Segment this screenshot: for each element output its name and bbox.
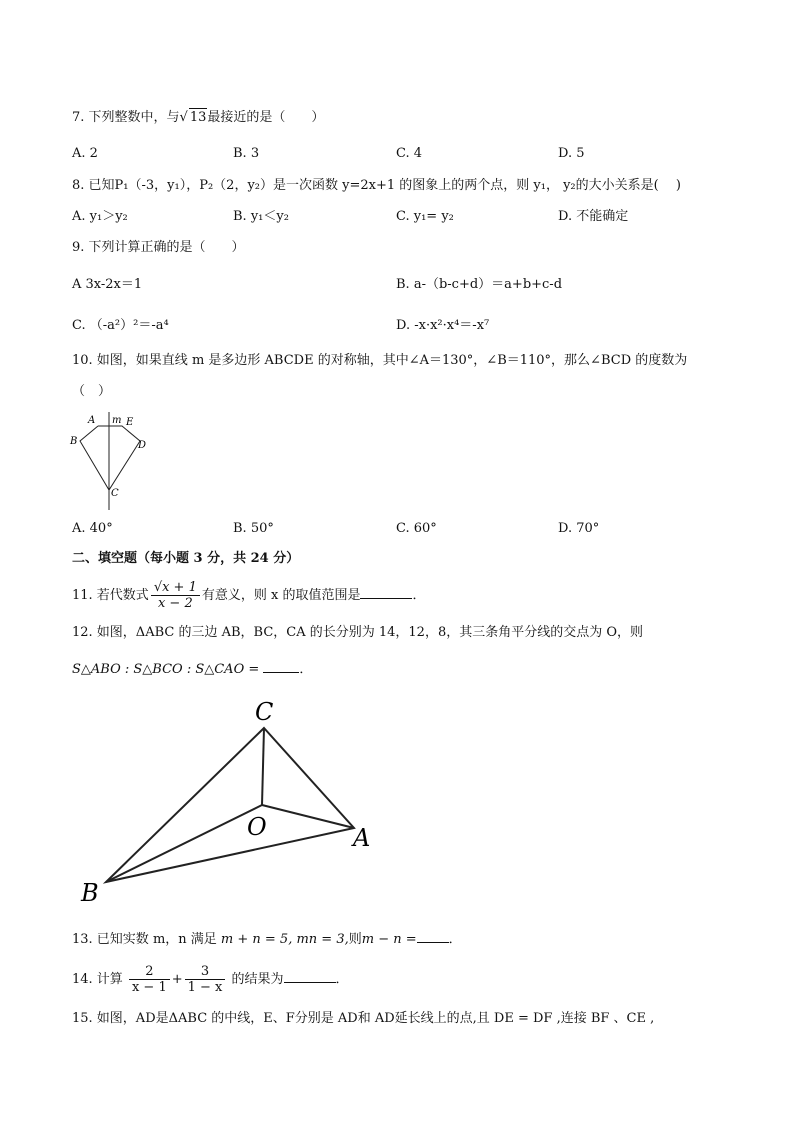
q7-option-c[interactable]: C. 4 — [396, 146, 423, 161]
label-A: A — [88, 415, 96, 426]
label-A: A — [353, 824, 371, 852]
q11-stem: 11. 若代数式 $\frac{√x + 1}{x - 2}$ 有意义，则 x 的取值范围是 ． — [72, 580, 426, 611]
q14-fraction-1: $\frac{2}{x - 1}$ — [129, 964, 170, 995]
q9-option-d[interactable]: D. -x·x²·x⁴＝-x⁷ — [396, 318, 490, 333]
segment-oc — [262, 728, 264, 805]
q10-option-b[interactable]: B. 50° — [233, 521, 274, 536]
q11-fraction: $\frac{√x + 1}{x - 2}$ — [151, 580, 200, 611]
q13-answer-blank[interactable] — [417, 930, 449, 943]
triangle-abc — [106, 728, 354, 882]
q10-stem-cont: （ ） — [72, 384, 112, 399]
label-E: E — [126, 417, 134, 428]
q9-option-b[interactable]: B. a-（b-c+d）＝a+b+c-d — [396, 277, 563, 292]
polygon-abcde — [80, 426, 140, 490]
q7-option-a[interactable]: A. 2 — [72, 146, 98, 161]
q14-stem: 14. 计算 $\frac{2}{x - 1}$ + $\frac{3}{1 - x}$ 的结果为 ． — [72, 964, 349, 995]
q8-option-a[interactable]: A. y₁＞y₂ — [72, 209, 128, 224]
q12-area-ratio: S△ABO : S△BCO : S△CAO = — [72, 662, 260, 677]
q9-stem: 9. 下列计算正确的是（ ） — [72, 240, 245, 255]
label-B: B — [81, 879, 99, 907]
q12-ratio: S△ABO : S△BCO : S△CAO = ． — [72, 662, 313, 677]
q7-radicand: 13 — [189, 110, 207, 125]
q14-answer-blank[interactable] — [284, 970, 336, 983]
q10-option-d[interactable]: D. 70° — [558, 521, 600, 536]
q7-option-d[interactable]: D. 5 — [558, 146, 585, 161]
section-2-heading: 二、填空题（每小题 3 分，共 24 分） — [72, 551, 300, 566]
q7-option-b[interactable]: B. 3 — [233, 146, 260, 161]
label-B: B — [70, 436, 78, 447]
q8-stem: 8. 已知P₁（-3，y₁），P₂（2，y₂）是一次函数 y=2x+1 的图象上的两个点，则 y₁， y₂的大小关系是( ) — [72, 178, 681, 193]
q10-pentagon-figure — [66, 410, 156, 512]
q15-stem: 15. 如图，AD是ΔABC 的中线，E、F分别是 AD和 AD延长线上的点,且 DE = DF ,连接 BF 、CE , — [72, 1011, 655, 1026]
segment-ob — [106, 805, 262, 882]
q10-stem: 10. 如图，如果直线 m 是多边形 ABCDE 的对称轴，其中∠A＝130°，∠B＝110°，那么∠BCD 的度数为 — [72, 353, 688, 368]
q12-stem: 12. 如图，ΔABC 的三边 AB，BC，CA 的长分别为 14，12，8，其三条角平分线的交点为 O，则 — [72, 625, 644, 640]
q8-option-c[interactable]: C. y₁= y₂ — [396, 209, 454, 224]
sqrt-sign: √ — [179, 110, 188, 125]
label-C: C — [255, 698, 274, 726]
label-D: D — [138, 440, 147, 451]
label-m: m — [112, 415, 122, 426]
label-C: C — [111, 488, 119, 499]
label-O: O — [247, 813, 267, 841]
q13-stem: 13. 已知实数 m，n 满足 m + n = 5, mn = 3,则m − n = ． — [72, 932, 462, 947]
q12-answer-blank[interactable] — [263, 660, 299, 673]
segment-oa — [262, 805, 354, 828]
q14-fraction-2: $\frac{3}{1 - x}$ — [185, 964, 226, 995]
q9-option-a[interactable]: A 3x-2x＝1 — [72, 277, 143, 292]
q7-stem: 7. 下列整数中，与√ 13最接近的是（ ） — [72, 110, 325, 125]
q11-answer-blank[interactable] — [360, 586, 412, 599]
q8-option-d[interactable]: D. 不能确定 — [558, 209, 629, 224]
q8-option-b[interactable]: B. y₁＜y₂ — [233, 209, 289, 224]
q10-option-c[interactable]: C. 60° — [396, 521, 437, 536]
q12-triangle-figure — [74, 695, 384, 910]
q9-option-c[interactable]: C. （-a²）²＝-a⁴ — [72, 318, 169, 333]
q10-option-a[interactable]: A. 40° — [72, 521, 113, 536]
